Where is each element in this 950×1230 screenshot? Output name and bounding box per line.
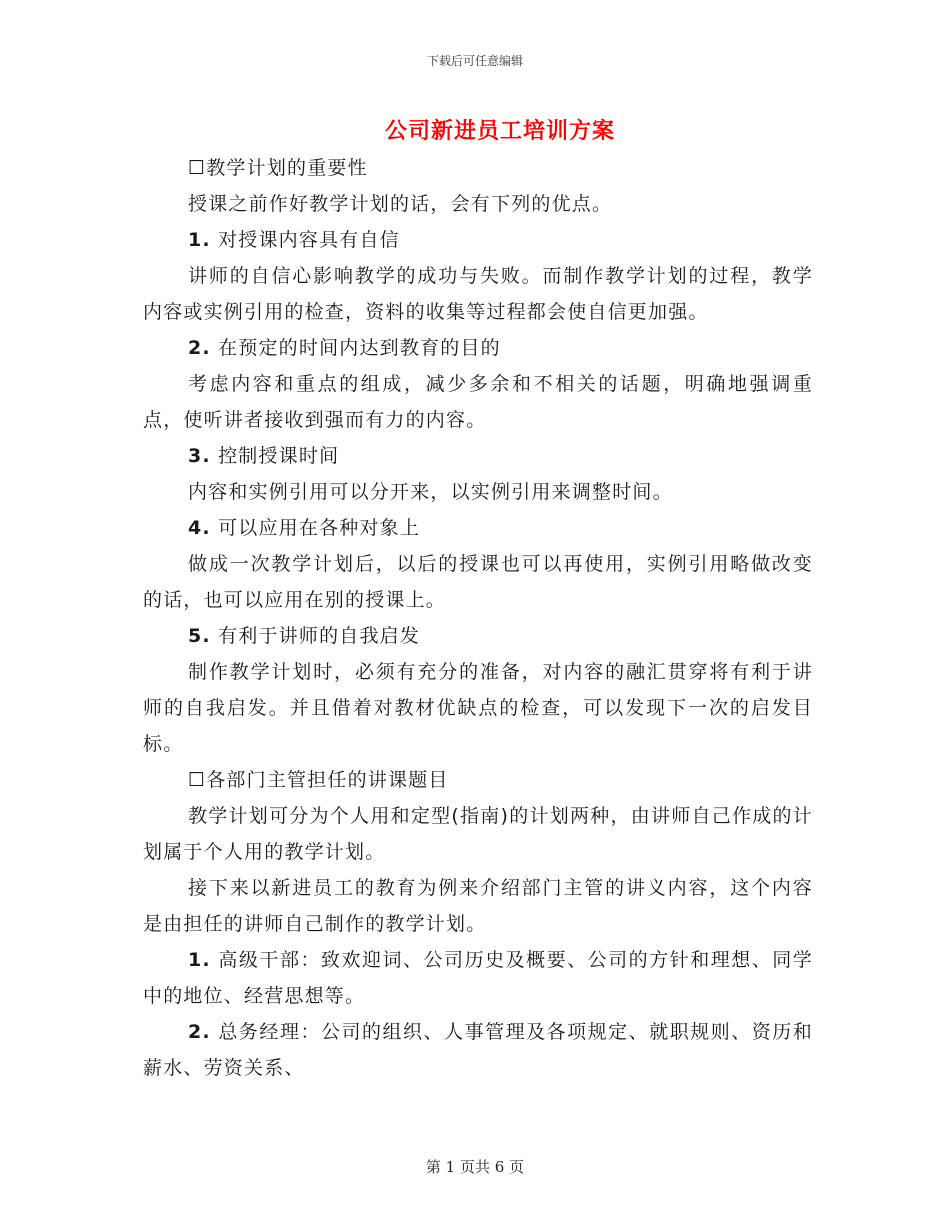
item-number: 1. <box>188 949 211 971</box>
list-item-heading <box>143 618 813 654</box>
list-item-heading <box>143 330 813 366</box>
paragraph-text: ☐教学计划的重要性 <box>188 157 368 179</box>
list-item-heading <box>143 510 813 546</box>
paragraph <box>143 870 813 942</box>
section-heading-topics <box>143 762 813 798</box>
list-item-heading <box>143 222 813 258</box>
paragraph <box>143 186 813 222</box>
item-number: 4. <box>188 517 211 539</box>
paragraph-text: 考虑内容和重点的组成，减少多余和不相关的话题，明确地强调重点，使听讲者接收到强而有力的内容。 <box>143 373 813 431</box>
paragraph-text: 接下来以新进员工的教育为例来介绍部门主管的讲义内容，这个内容是由担任的讲师自己制作的教学计划。 <box>143 877 813 935</box>
paragraph <box>143 474 813 510</box>
paragraph-text: ☐各部门主管担任的讲课题目 <box>188 769 449 791</box>
paragraph-text: 内容和实例引用可以分开来，以实例引用来调整时间。 <box>188 481 673 503</box>
document-title: 公司新进员工培训方案 <box>384 118 615 144</box>
list-item <box>143 1014 813 1086</box>
paragraph-text: 授课之前作好教学计划的话，会有下列的优点。 <box>188 193 613 215</box>
paragraph <box>143 798 813 870</box>
paragraph-text: 可以应用在各种对象上 <box>210 517 421 539</box>
paragraph-text: 高级干部：致欢迎词、公司历史及概要、公司的方针和理想、同学中的地位、经营思想等。 <box>143 949 813 1007</box>
paragraph-text: 讲师的自信心影响教学的成功与失败。而制作教学计划的过程，教学内容或实例引用的检查，资料的收集等过程都会使自信更加强。 <box>143 265 813 323</box>
paragraph-text: 总务经理：公司的组织、人事管理及各项规定、就职规则、资历和薪水、劳资关系、 <box>143 1021 813 1079</box>
paragraph-text: 做成一次教学计划后，以后的授课也可以再使用，实例引用略做改变的话，也可以应用在别的授课上。 <box>143 553 813 611</box>
item-number: 2. <box>188 337 211 359</box>
page-number: 第 1 页共 6 页 <box>425 1158 525 1176</box>
paragraph <box>143 654 813 762</box>
item-number: 5. <box>188 625 211 647</box>
item-number: 1. <box>188 229 211 251</box>
paragraph-text: 对授课内容具有自信 <box>210 229 400 251</box>
paragraph <box>143 366 813 438</box>
section-heading-importance <box>143 150 813 186</box>
document-body <box>143 150 813 1086</box>
item-number: 2. <box>188 1021 211 1043</box>
list-item-heading <box>143 438 813 474</box>
list-item <box>143 942 813 1014</box>
paragraph <box>143 258 813 330</box>
paragraph-text: 制作教学计划时，必须有充分的准备，对内容的融汇贯穿将有利于讲师的自我启发。并且借着对教材优缺点的检查，可以发现下一次的启发目标。 <box>143 661 813 755</box>
paragraph-text: 控制授课时间 <box>210 445 340 467</box>
item-number: 3. <box>188 445 211 467</box>
paragraph <box>143 546 813 618</box>
paragraph-text: 有利于讲师的自我启发 <box>210 625 421 647</box>
paragraph-text: 教学计划可分为个人用和定型(指南)的计划两种，由讲师自己作成的计划属于个人用的教学计划。 <box>143 805 813 863</box>
paragraph-text: 在预定的时间内达到教育的目的 <box>210 337 501 359</box>
page-header: 下载后可任意编辑 <box>426 54 523 68</box>
